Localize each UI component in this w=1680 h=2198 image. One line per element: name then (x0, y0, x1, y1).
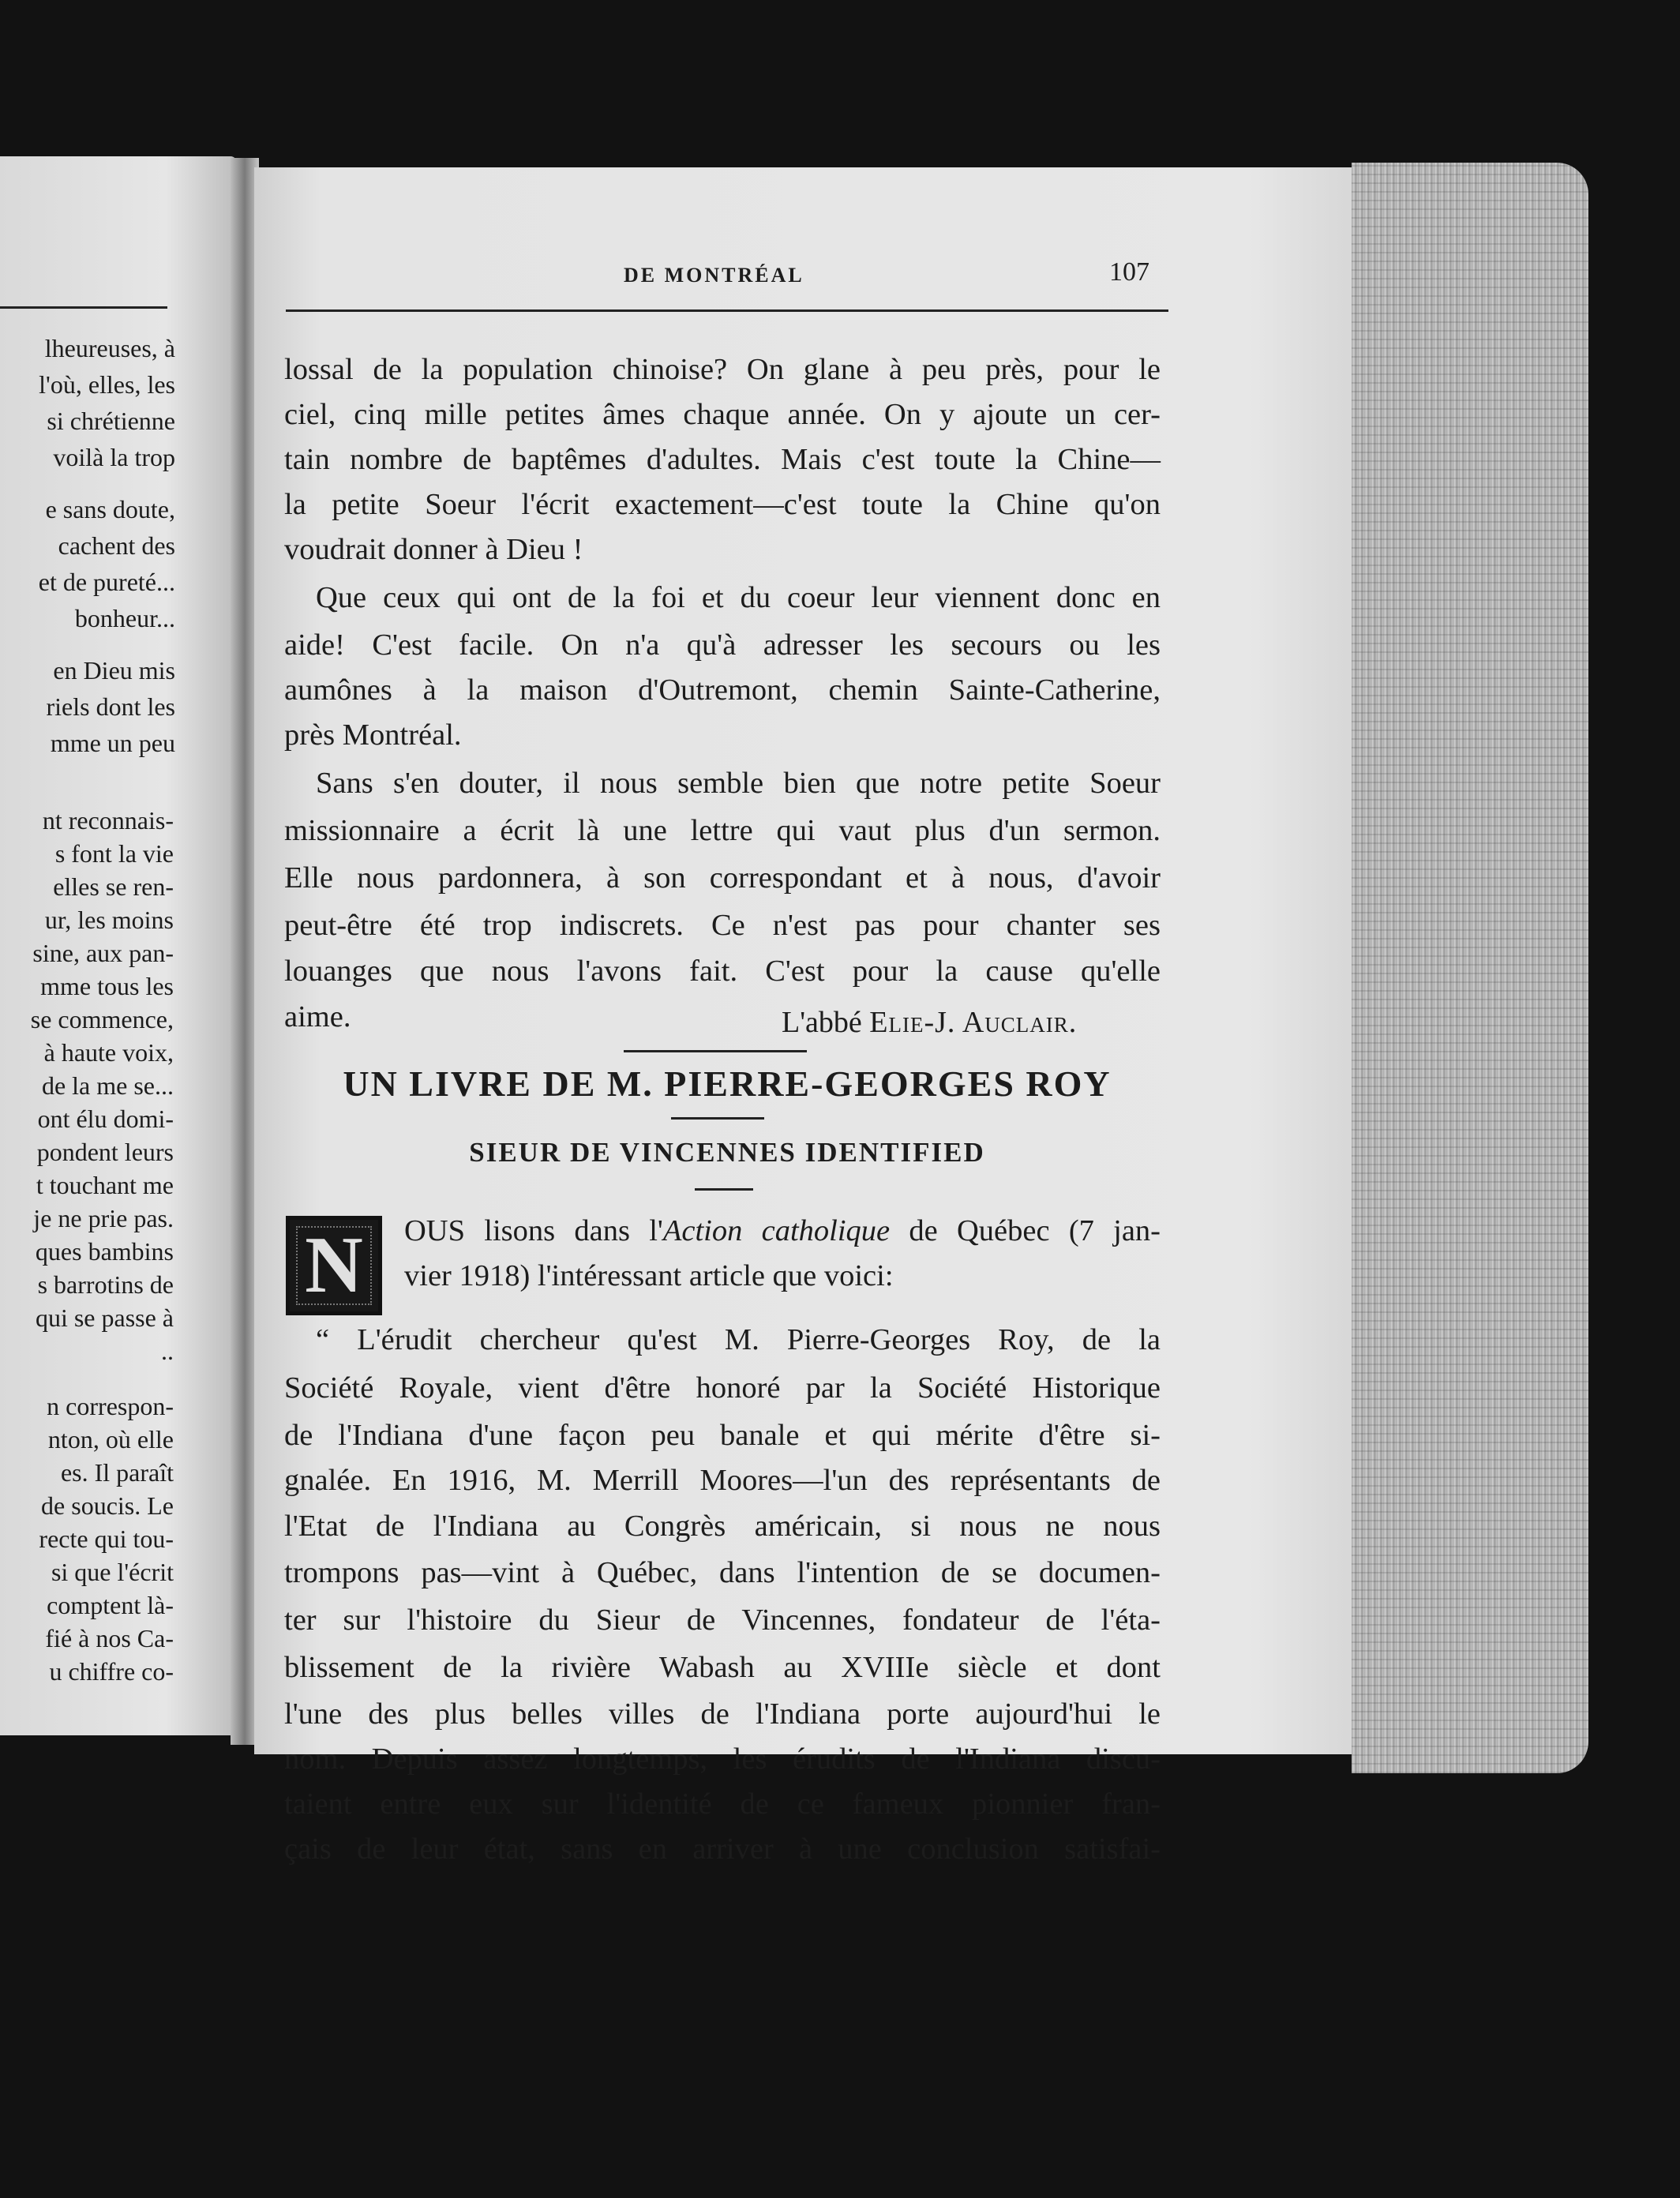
intro-text-after: de Québec (7 jan- (890, 1214, 1161, 1247)
article2-line: ter sur l'histoire du Sieur de Vincennes, fondateur de l'éta- (284, 1603, 1161, 1637)
article2-line: nom. Depuis assez longtemps, les érudits de l'Indiana discu- (284, 1742, 1161, 1776)
left-page-line: s font la vie (54, 839, 174, 868)
page-number: 107 (1109, 257, 1149, 287)
left-page-line: qui se passe à (35, 1303, 174, 1332)
article2-line: de l'Indiana d'une façon peu banale et qui mérite d'être si- (284, 1419, 1161, 1452)
left-page-line: nton, où elle (47, 1425, 174, 1453)
intro-text-before: OUS lisons dans l' (404, 1214, 663, 1247)
left-page-line: u chiffre co- (49, 1657, 174, 1686)
intro-line (404, 1213, 1161, 1248)
article1-line: tain nombre de baptêmes d'adultes. Mais c'est toute la Chine— (284, 443, 1161, 476)
left-page-line: t touchant me (36, 1171, 174, 1199)
left-page-line: comptent là- (47, 1591, 174, 1619)
left-page-line: e sans doute, (45, 495, 175, 523)
article1-line: missionnaire a écrit là une lettre qui vaut plus d'un sermon. (284, 814, 1161, 847)
left-page-line: es. Il paraît (60, 1458, 174, 1487)
left-page-line: voilà la trop (53, 443, 175, 471)
article2-line: çais de leur état, sans en arriver à une conclusion satisfai- (284, 1832, 1161, 1866)
left-page-line: n correspon- (47, 1392, 174, 1420)
running-head: DE MONTRÉAL (624, 264, 804, 287)
signature-prefix: L'abbé (782, 1006, 862, 1039)
left-page-line: de la me se... (41, 1071, 174, 1100)
article2-line: taient entre eux sur l'identité de ce fameux pionnier fran- (284, 1787, 1161, 1821)
article2-line: l'Etat de l'Indiana au Congrès américain, si nous ne nous (284, 1510, 1161, 1543)
article2-line: l'une des plus belles villes de l'Indiana porte aujourd'hui le (284, 1697, 1161, 1731)
article1-line: lossal de la population chinoise? On glane à peu près, pour le (284, 353, 1161, 386)
left-page-line: mme tous les (40, 972, 174, 1000)
left-page-line: si chrétienne (47, 407, 175, 435)
article1-line: peut-être été trop indiscrets. Ce n'est pas pour chanter ses (284, 909, 1161, 942)
publication-title: Action catholique (662, 1214, 891, 1247)
left-page-line: si que l'écrit (51, 1558, 174, 1586)
article1-line: Elle nous pardonnera, à son correspondant et à nous, d'avoir (284, 861, 1161, 895)
article2-line: “ L'érudit chercheur qu'est M. Pierre-Georges Roy, de la (316, 1323, 1161, 1356)
left-page-line: à haute voix, (43, 1038, 174, 1067)
article1-line: voudrait donner à Dieu ! (284, 533, 583, 566)
left-page-line: cachent des (58, 531, 175, 560)
article1-line: aide! C'est facile. On n'a qu'à adresser les secours ou les (284, 628, 1161, 662)
article1-line: aime. (284, 1000, 351, 1033)
article1-line: louanges que nous l'avons fait. C'est pour la cause qu'elle (284, 955, 1161, 988)
left-page-line: nt reconnais- (42, 806, 174, 835)
left-page-line: sine, aux pan- (32, 939, 174, 967)
left-page-line: pondent leurs (36, 1138, 174, 1166)
intro-line: vier 1918) l'intéressant article que voici: (404, 1259, 894, 1292)
article1-line: Sans s'en douter, il nous semble bien que notre petite Soeur (316, 767, 1161, 800)
signature (782, 1005, 1077, 1040)
left-page-header-rule (0, 306, 167, 309)
article2-line: Société Royale, vient d'être honoré par la Société Historique (284, 1371, 1161, 1405)
article1-line: la petite Soeur l'écrit exactement—c'est toute la Chine qu'on (284, 488, 1161, 521)
left-page-line: riels dont les (46, 692, 175, 721)
article1-line: près Montréal. (284, 718, 462, 752)
article-subtitle: SIEUR DE VINCENNES IDENTIFIED (469, 1137, 985, 1168)
title-rule (671, 1117, 764, 1120)
left-page-line: l'où, elles, les (39, 370, 175, 399)
article1-line: aumônes à la maison d'Outremont, chemin Sainte-Catherine, (284, 673, 1161, 707)
article-title: UN LIVRE DE M. PIERRE-GEORGES ROY (343, 1063, 1112, 1104)
left-page-line: lheureuses, à (44, 334, 175, 362)
article1-line: Que ceux qui ont de la foi et du coeur leur viennent donc en (316, 581, 1161, 614)
left-page-line: ur, les moins (44, 906, 174, 934)
left-page-line: je ne prie pas. (33, 1204, 174, 1232)
book-page-edges (1352, 163, 1588, 1773)
left-page-line: .. (161, 1337, 174, 1365)
left-page-line: et de pureté... (38, 568, 175, 596)
article2-line: gnalée. En 1916, M. Merrill Moores—l'un des représentants de (284, 1464, 1161, 1497)
header-rule (286, 309, 1168, 312)
article1-line: ciel, cinq mille petites âmes chaque année. On y ajoute un cer- (284, 398, 1161, 431)
drop-cap (286, 1216, 382, 1315)
left-page-line: s barrotins de (37, 1270, 174, 1299)
left-page-line: ont élu domi- (37, 1105, 174, 1133)
drop-cap-letter: N (305, 1221, 363, 1310)
left-page-line: bonheur... (74, 604, 175, 632)
left-page-line: mme un peu (50, 729, 175, 757)
left-page-line: se commence, (30, 1005, 174, 1033)
left-page-line: fié à nos Ca- (45, 1624, 174, 1652)
left-page-line: de soucis. Le (41, 1491, 174, 1520)
left-page-line: elles se ren- (53, 872, 174, 901)
left-page-line: ques bambins (35, 1237, 174, 1266)
left-page-line: en Dieu mis (53, 656, 175, 685)
section-separator-rule (624, 1050, 807, 1052)
article2-line: trompons pas—vint à Québec, dans l'intention de se documen- (284, 1556, 1161, 1589)
left-page (0, 156, 237, 1735)
signature-name: Elie-J. Auclair. (869, 1006, 1078, 1039)
subtitle-rule (695, 1188, 753, 1191)
article2-line: blissement de la rivière Wabash au XVIIIe siècle et dont (284, 1651, 1161, 1684)
left-page-line: recte qui tou- (39, 1525, 174, 1553)
